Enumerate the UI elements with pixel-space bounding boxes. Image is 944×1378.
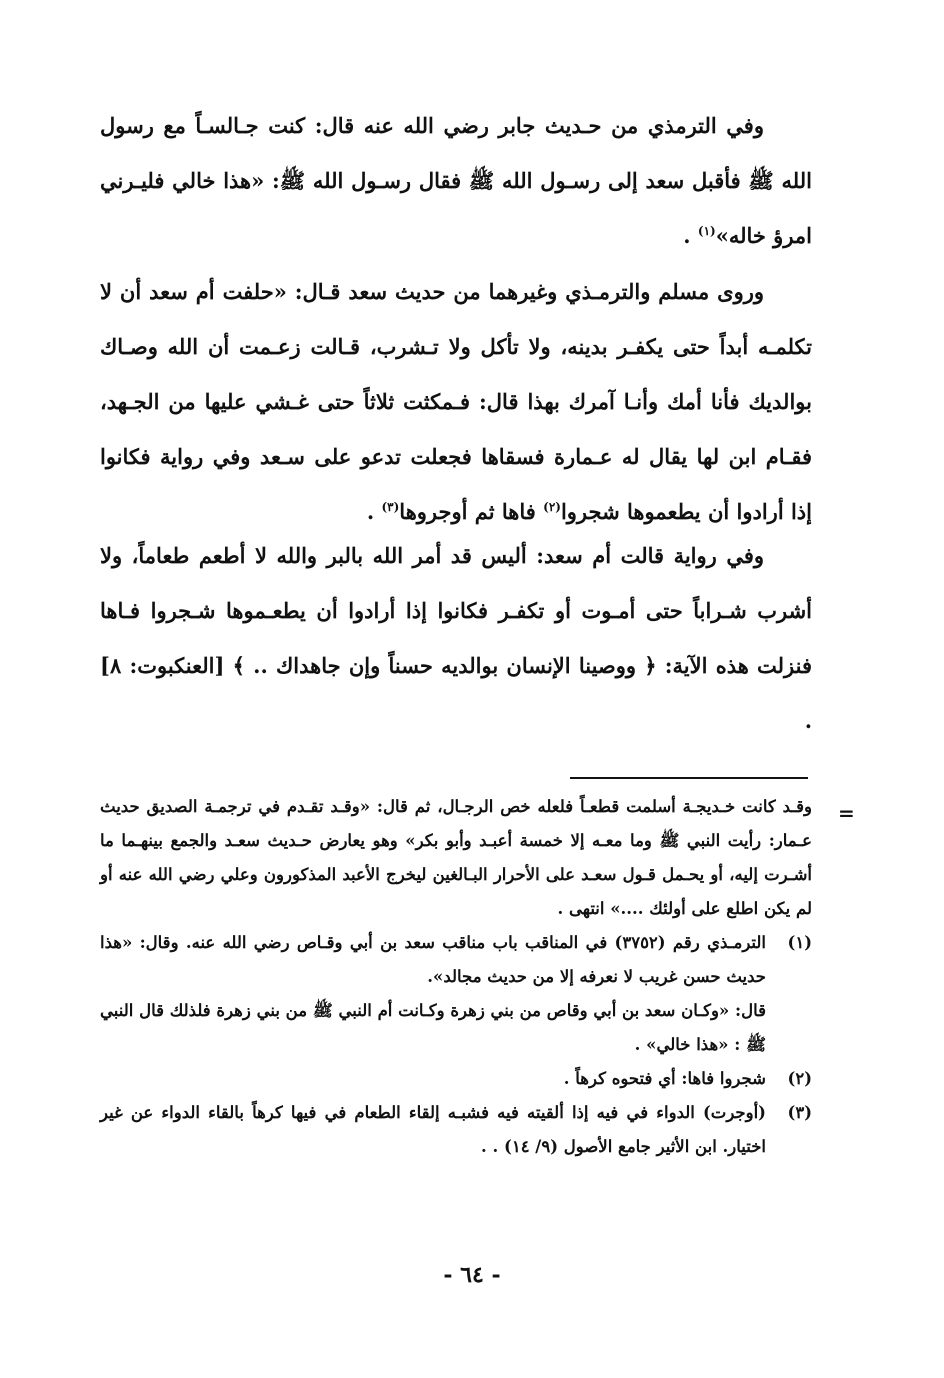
footnote-separator — [570, 777, 808, 779]
paragraph-text: وفي رواية قالت أم سعد: أليس قد أمر الله بالبر والله لا أطعم طعاماً، ولا أشرب شـراباً حتى أمـوت أو تكفـر فكانوا إذا أرادوا أن يطعـموها شـجروا فـاها فنزلت هذه الآية: — [100, 543, 812, 678]
footnote-1-continued: قال: «وكـان سعد بن أبي وقاص من بني زهرة وكـانت أم النبي ﷺ من بني زهرة فلذلك قال النبي ﷺ : «هذا خالي» . — [100, 1001, 766, 1054]
margin-mark: = — [838, 801, 855, 825]
footnote-1 — [100, 926, 812, 994]
footnote-reference-2[interactable]: (٢) — [543, 500, 561, 514]
footnote-reference-1[interactable]: (١) — [697, 224, 716, 238]
footnote-number: (١) — [787, 933, 812, 952]
footnote-3 — [100, 1096, 812, 1164]
footnote-text: الترمـذي رقم (٣٧٥٢) في المناقب باب مناقب سعد بن أبي وقـاص رضي الله عنه. وقال: «هذا حديث حسن غريب لا نعرفه إلا من حديث مجالد». — [100, 933, 767, 986]
quran-verse: ﴿ ووصينا الإنسان بوالديه حسناً وإن جاهداك .. ﴾ — [224, 653, 665, 678]
paragraph-end: . — [683, 223, 698, 248]
footnotes-section — [100, 790, 812, 1164]
paragraph-another-narration — [100, 528, 812, 748]
surah-citation: [العنكبوت: ٨] . — [100, 653, 812, 733]
footnote-text: شجروا فاها: أي فتحوه كرهاً . — [563, 1069, 766, 1088]
paragraph-text: وروى مسلم والترمـذي وغيرهما من حديث سعد قـال: «حلفت أم سعد أن لا تكلمـه أبداً حتى يكفـر بدينه، ولا تأكل ولا تـشرب، قـالت زعـمت أن الله وصـاك بوالديك فأنا أمك وأنـا آمرك بهذا قال: فـمكثت ثلاثاً حتى غـشي عليها من الجـهد، فقـام ابن لها يقال له عـمارة فسقاها فجعلت تدعو على سـعد وفي رواية فكانوا إذا أرادوا أن يطعموها شجروا — [100, 279, 812, 524]
page-number: - ٦٤ - — [443, 1262, 501, 1288]
paragraph-muslim-saad — [100, 264, 812, 539]
footnote-number: (٣) — [787, 1103, 812, 1122]
footnote-continuation: وقـد كانت خـديجـة أسلمت قطعـاً فلعله خص الرجـال، ثم قال: «وقـد تقـدم في ترجمـة الصديق حديث عـمار: رأيت النبي ﷺ وما معـه إلا خمسة أعبـد وأبو بكر» وهو يعارض حـديث سعـد والجمع بينهـما ما أشـرت إليه، أو يحـمل قـول سعـد على الأحرار البـالغين ليخرج الأعبد المذكورون وعلي رضي الله عنه أو لم يكن اطلع على أولئك ....» انتهى . — [100, 797, 812, 918]
footnote-2 — [100, 1062, 812, 1096]
paragraph-tirmidhi-jabir — [100, 98, 812, 263]
paragraph-end: . — [366, 499, 382, 524]
paragraph-text: وفي الترمذي من حـديث جابر رضي الله عنه قال: كنت جـالسـاً مع رسول الله ﷺ فأقبل سعد إلى رسـول الله ﷺ فقال رسـول الله ﷺ: «هذا خالي فليـرني امرؤ خاله» — [100, 113, 812, 248]
footnote-number: (٢) — [787, 1069, 812, 1088]
footnote-text: (أوجرت) الدواء في فيه إذا ألقيته فيه فشبـه إلقاء الطعام في فيها كرهاً بالقاء الدواء عن غير اختيار. ابن الأثير جامع الأصول (٩/ ١٤) . . — [100, 1103, 766, 1156]
paragraph-text-continued: فاها ثم أوجروها — [399, 499, 544, 524]
footnote-reference-3[interactable]: (٣) — [381, 500, 400, 514]
